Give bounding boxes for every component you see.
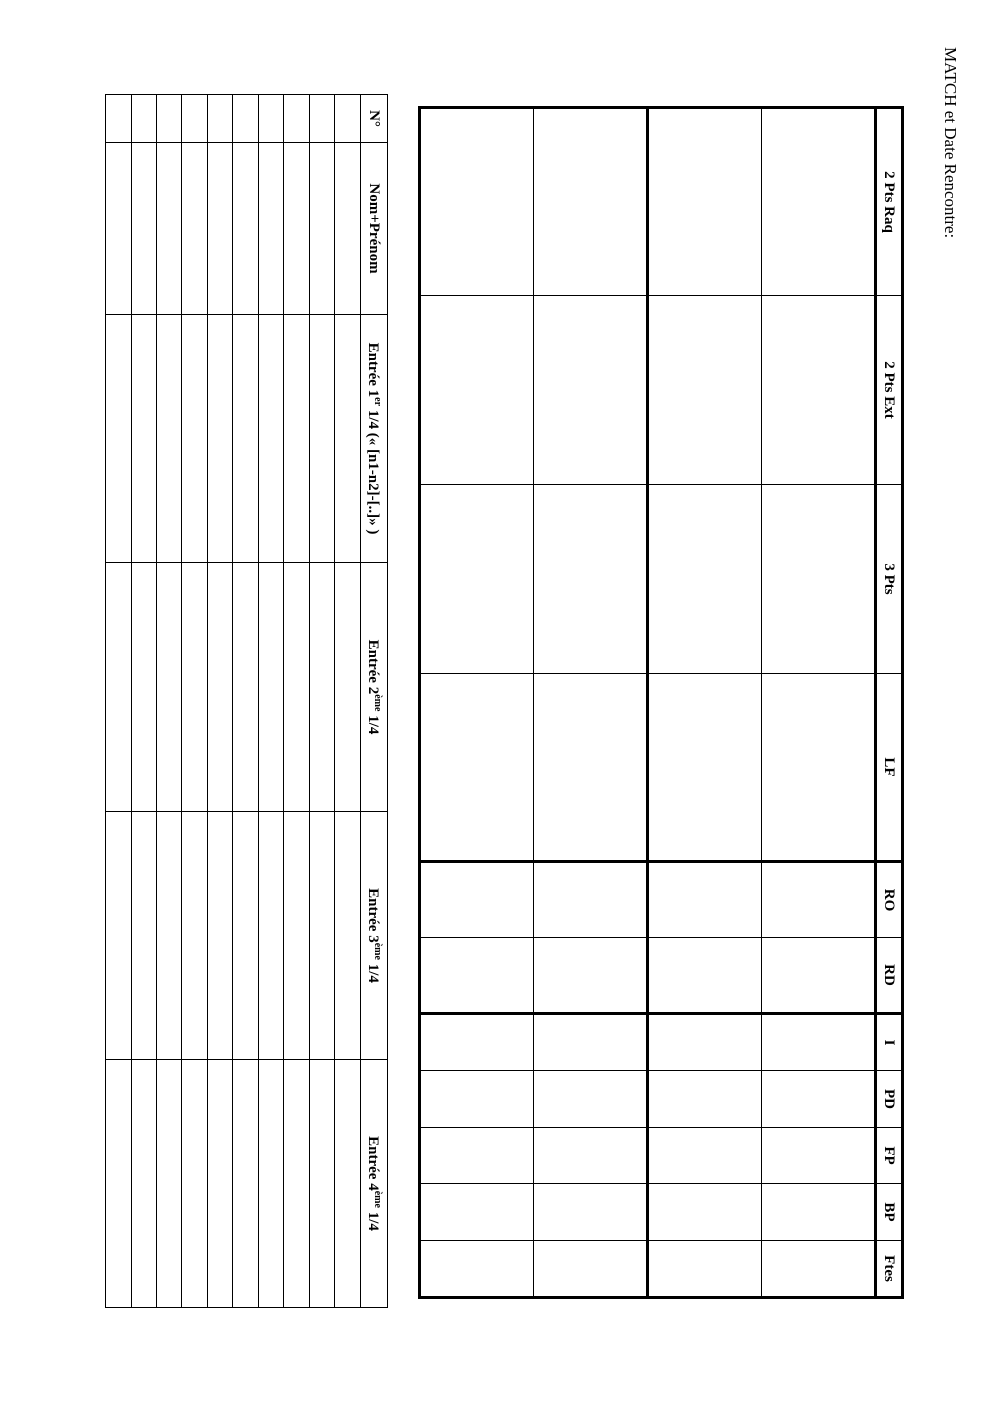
player-cell[interactable]	[309, 563, 334, 812]
player-cell[interactable]	[309, 1060, 334, 1308]
player-cell[interactable]	[335, 143, 360, 315]
player-cell[interactable]	[207, 95, 232, 143]
player-cell[interactable]	[182, 143, 207, 315]
stats-cell[interactable]	[648, 296, 762, 485]
player-cell[interactable]	[284, 315, 309, 563]
stats-cell[interactable]	[762, 674, 876, 862]
player-cell[interactable]	[157, 812, 182, 1060]
player-cell[interactable]	[207, 563, 232, 812]
player-cell[interactable]	[131, 143, 156, 315]
stats-cell[interactable]	[648, 108, 762, 296]
player-cell[interactable]	[207, 315, 232, 563]
stats-cell[interactable]	[762, 1241, 876, 1298]
stats-row	[534, 108, 648, 1298]
player-cell[interactable]	[207, 812, 232, 1060]
player-cell[interactable]	[131, 95, 156, 143]
player-cell[interactable]	[106, 812, 132, 1060]
player-cell[interactable]	[106, 315, 132, 563]
player-cell[interactable]	[335, 95, 360, 143]
stats-row	[762, 108, 876, 1298]
player-cell[interactable]	[106, 95, 132, 143]
player-cell[interactable]	[335, 812, 360, 1060]
player-cell[interactable]	[258, 1060, 283, 1308]
col-entry-q1: Entrée 1er 1/4 (« [n1-n2]-[..]» )	[360, 315, 387, 563]
stats-cell[interactable]	[534, 296, 648, 485]
player-row	[182, 95, 207, 1308]
player-cell[interactable]	[106, 1060, 132, 1308]
players-header-row	[360, 95, 387, 1308]
player-cell[interactable]	[233, 1060, 258, 1308]
col-entry-q2: Entrée 2ème 1/4	[360, 563, 387, 812]
player-row	[131, 95, 156, 1308]
player-cell[interactable]	[258, 563, 283, 812]
col-ftes: Ftes	[876, 1241, 903, 1298]
player-cell[interactable]	[106, 143, 132, 315]
stats-cell[interactable]	[420, 862, 534, 938]
col-entry-q3: Entrée 3ème 1/4	[360, 812, 387, 1060]
player-cell[interactable]	[258, 143, 283, 315]
col-rd: RD	[876, 938, 903, 1014]
col-name: Nom+Prénom	[360, 143, 387, 315]
col-entry-q4: Entrée 4ème 1/4	[360, 1060, 387, 1308]
stats-cell[interactable]	[420, 1014, 534, 1071]
col-bp: BP	[876, 1184, 903, 1241]
player-cell[interactable]	[233, 315, 258, 563]
stats-cell[interactable]	[534, 1184, 648, 1241]
player-cell[interactable]	[309, 315, 334, 563]
stats-cell[interactable]	[762, 1128, 876, 1184]
player-cell[interactable]	[182, 1060, 207, 1308]
stats-cell[interactable]	[420, 1241, 534, 1298]
col-2pts-raq: 2 Pts Raq	[876, 108, 903, 296]
stats-cell[interactable]	[420, 938, 534, 1014]
player-cell[interactable]	[157, 143, 182, 315]
player-row	[157, 95, 182, 1308]
player-cell[interactable]	[131, 315, 156, 563]
stats-cell[interactable]	[762, 862, 876, 938]
stats-cell[interactable]	[648, 1071, 762, 1128]
player-cell[interactable]	[335, 1060, 360, 1308]
stats-cell[interactable]	[648, 1128, 762, 1184]
player-row	[335, 95, 360, 1308]
stats-cell[interactable]	[762, 938, 876, 1014]
player-cell[interactable]	[157, 1060, 182, 1308]
stats-cell[interactable]	[534, 674, 648, 862]
stats-cell[interactable]	[648, 485, 762, 674]
stats-cell[interactable]	[534, 1128, 648, 1184]
stats-cell[interactable]	[648, 938, 762, 1014]
stats-cell[interactable]	[420, 1184, 534, 1241]
stats-cell[interactable]	[534, 1071, 648, 1128]
player-cell[interactable]	[157, 563, 182, 812]
stats-table	[418, 106, 904, 1299]
stats-cell[interactable]	[420, 296, 534, 485]
col-pd: PD	[876, 1071, 903, 1128]
stats-row	[420, 108, 534, 1298]
col-lf: LF	[876, 674, 903, 862]
stats-cell[interactable]	[534, 485, 648, 674]
stats-cell[interactable]	[762, 485, 876, 674]
col-3pts: 3 Pts	[876, 485, 903, 674]
stats-cell[interactable]	[762, 108, 876, 296]
player-cell[interactable]	[258, 812, 283, 1060]
stats-cell[interactable]	[534, 108, 648, 296]
col-ro: RO	[876, 862, 903, 938]
stats-cell[interactable]	[762, 1071, 876, 1128]
player-cell[interactable]	[131, 812, 156, 1060]
player-cell[interactable]	[309, 95, 334, 143]
stats-cell[interactable]	[648, 862, 762, 938]
player-cell[interactable]	[207, 1060, 232, 1308]
player-cell[interactable]	[182, 315, 207, 563]
player-cell[interactable]	[182, 812, 207, 1060]
player-row	[106, 95, 132, 1308]
player-cell[interactable]	[233, 143, 258, 315]
stats-cell[interactable]	[762, 296, 876, 485]
player-cell[interactable]	[233, 563, 258, 812]
player-cell[interactable]	[258, 315, 283, 563]
player-cell[interactable]	[284, 143, 309, 315]
match-date-label: MATCH et Date Rencontre:	[941, 47, 960, 239]
players-table	[105, 94, 388, 1308]
col-fp: FP	[876, 1128, 903, 1184]
player-cell[interactable]	[233, 812, 258, 1060]
player-cell[interactable]	[258, 95, 283, 143]
player-row	[258, 95, 283, 1308]
player-row	[284, 95, 309, 1308]
stats-cell[interactable]	[762, 1184, 876, 1241]
stats-cell[interactable]	[534, 1241, 648, 1298]
player-cell[interactable]	[182, 563, 207, 812]
player-cell[interactable]	[131, 1060, 156, 1308]
stats-cell[interactable]	[420, 108, 534, 296]
player-cell[interactable]	[284, 563, 309, 812]
player-cell[interactable]	[131, 563, 156, 812]
player-cell[interactable]	[207, 143, 232, 315]
stats-cell[interactable]	[648, 1184, 762, 1241]
stats-cell[interactable]	[420, 1128, 534, 1184]
stats-cell[interactable]	[420, 674, 534, 862]
player-cell[interactable]	[157, 95, 182, 143]
player-cell[interactable]	[335, 563, 360, 812]
stats-cell[interactable]	[420, 1071, 534, 1128]
player-row	[233, 95, 258, 1308]
player-cell[interactable]	[309, 143, 334, 315]
stats-cell[interactable]	[534, 862, 648, 938]
player-cell[interactable]	[182, 95, 207, 143]
stats-cell[interactable]	[534, 938, 648, 1014]
stats-cell[interactable]	[762, 1014, 876, 1071]
col-2pts-ext: 2 Pts Ext	[876, 296, 903, 485]
player-cell[interactable]	[284, 1060, 309, 1308]
col-i: I	[876, 1014, 903, 1071]
player-cell[interactable]	[309, 812, 334, 1060]
stats-header-row	[876, 108, 903, 1298]
player-cell[interactable]	[284, 812, 309, 1060]
player-cell[interactable]	[335, 315, 360, 563]
col-number: N°	[360, 95, 387, 143]
player-cell[interactable]	[106, 563, 132, 812]
stats-cell[interactable]	[420, 485, 534, 674]
player-cell[interactable]	[284, 95, 309, 143]
stats-cell[interactable]	[648, 1014, 762, 1071]
player-cell[interactable]	[233, 95, 258, 143]
player-row	[207, 95, 232, 1308]
stats-cell[interactable]	[534, 1014, 648, 1071]
stats-cell[interactable]	[648, 674, 762, 862]
player-cell[interactable]	[157, 315, 182, 563]
stats-cell[interactable]	[648, 1241, 762, 1298]
stats-row	[648, 108, 762, 1298]
player-row	[309, 95, 334, 1308]
